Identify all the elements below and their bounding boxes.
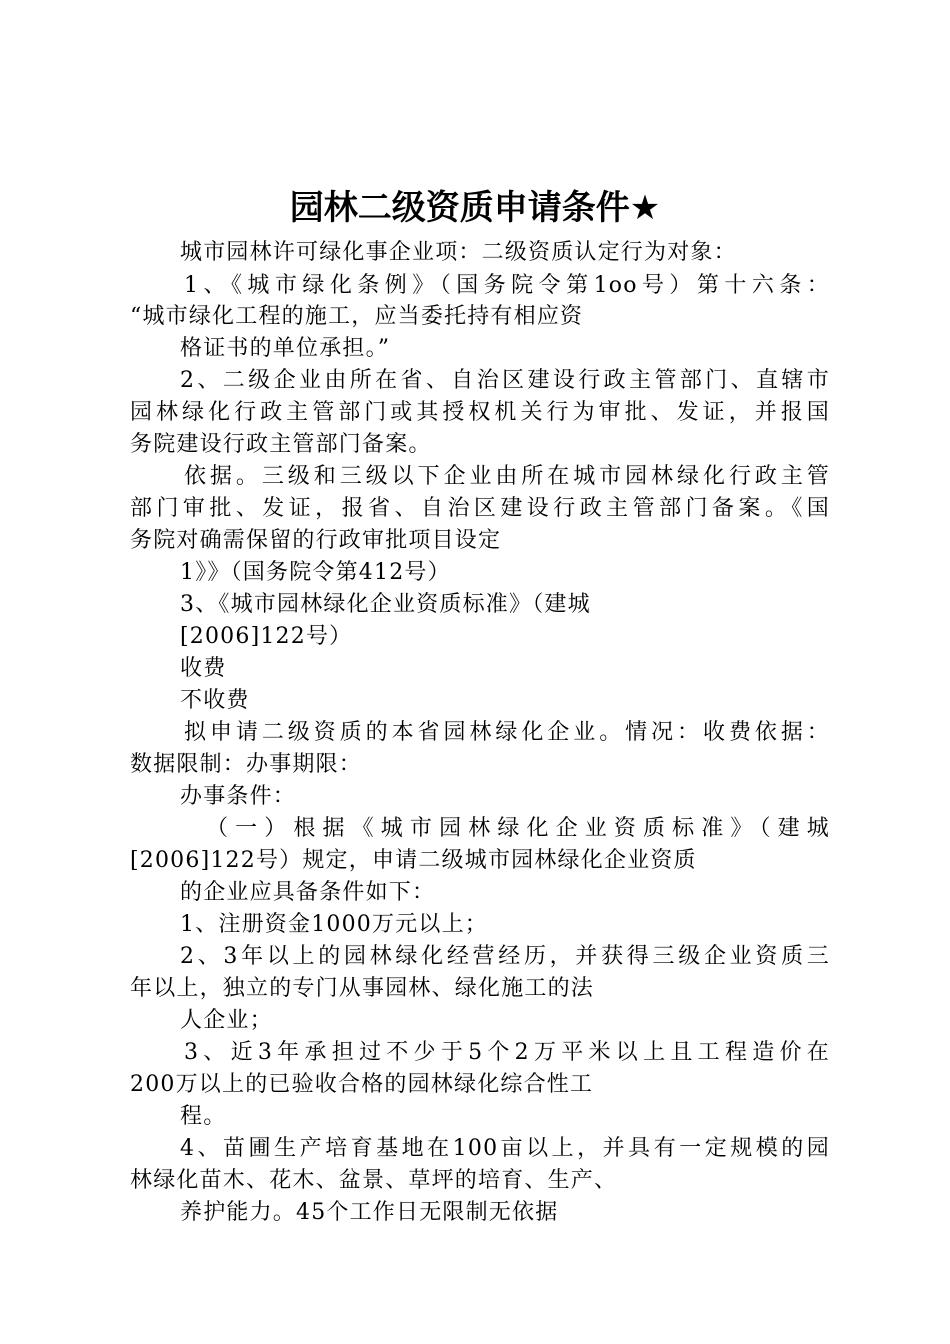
- paragraph-line: 城市园林许可绿化事企业项：二级资质认定行为对象：: [180, 240, 737, 265]
- paragraph-line: 1》》（国务院令第412号）: [180, 560, 451, 585]
- paragraph-line: 办事条件：: [180, 784, 297, 809]
- paragraph-line: 园林绿化行政主管部门或其授权机关行为审批、发证，并报国: [130, 400, 830, 425]
- paragraph-line: 2、3年以上的园林绿化经营经历，并获得三级企业资质三: [180, 944, 830, 969]
- paragraph-line: 部门审批、发证，报省、自治区建设行政主管部门备案。《国: [130, 496, 830, 521]
- paragraph-line: “城市绿化工程的施工，应当委托持有相应资: [130, 304, 584, 329]
- paragraph-line: 务院对确需保留的行政审批项目设定: [130, 528, 502, 553]
- paragraph-line: 年以上，独立的专门从事园林、绿化施工的法: [130, 976, 595, 1001]
- paragraph-line: （一）根据《城市园林绿化企业资质标准》（建城: [206, 816, 830, 841]
- paragraph-line: 依据。三级和三级以下企业由所在城市园林绿化行政主管: [184, 464, 830, 489]
- paragraph-line: 数据限制：办事期限：: [130, 752, 363, 777]
- paragraph-line: 格证书的单位承担。”: [180, 336, 391, 361]
- paragraph-line: 养护能力。45个工作日无限制无依据: [180, 1200, 559, 1225]
- paragraph-line: 的企业应具备条件如下：: [180, 880, 436, 905]
- paragraph-line: 3、《城市园林绿化企业资质标准》（建城: [180, 592, 591, 617]
- paragraph-line: 务院建设行政主管部门备案。: [130, 432, 432, 457]
- paragraph-line: 4、苗圃生产培育基地在100亩以上，并具有一定规模的园: [180, 1136, 830, 1161]
- paragraph-line: 2、二级企业由所在省、自治区建设行政主管部门、直辖市: [180, 368, 830, 393]
- paragraph-line: 1、《城市绿化条例》（国务院令第1oo号）第十六条：: [184, 273, 830, 298]
- paragraph-line: 林绿化苗木、花木、盆景、草坪的培育、生产、: [130, 1168, 618, 1193]
- paragraph-line: 不收费: [180, 688, 250, 713]
- paragraph-line: 程。: [180, 1104, 227, 1129]
- paragraph-line: 1、注册资金1000万元以上；: [180, 912, 488, 937]
- paragraph-line: 200万以上的已验收合格的园林绿化综合性工: [130, 1072, 594, 1097]
- paragraph-line: [2006]122号）规定，申请二级城市园林绿化企业资质: [130, 848, 697, 873]
- paragraph-line: [2006]122号）: [180, 624, 353, 649]
- paragraph-line: 人企业；: [180, 1008, 273, 1033]
- document-title: 园林二级资质申请条件★: [289, 188, 661, 228]
- paragraph-line: 3、近3年承担过不少于5个2万平米以上且工程造价在: [184, 1040, 830, 1065]
- paragraph-line: 拟申请二级资质的本省园林绿化企业。情况：收费依据：: [184, 720, 830, 745]
- paragraph-line: 收费: [180, 656, 227, 681]
